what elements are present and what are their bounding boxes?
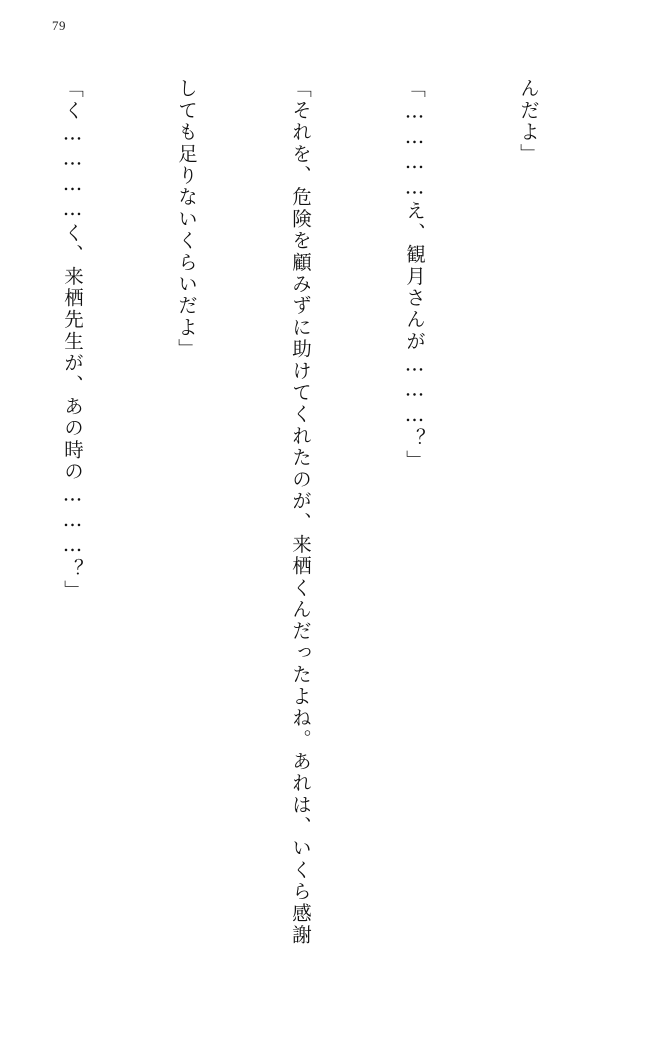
text-line: んだよ」	[517, 78, 540, 165]
text-line: 「…………え、観月さんが………？」	[403, 78, 426, 472]
text-line: しても足りないくらいだよ」	[175, 78, 198, 361]
page-number: 79	[52, 18, 66, 33]
text-line: 「それを、危険を顧みずに助けてくれたのが、来栖くんだったよね。あれは、いくら感謝	[289, 78, 312, 946]
text-line: 「く…………く、来栖先生が、あの時の………？」	[61, 78, 84, 602]
body-text-block	[43, 78, 623, 978]
